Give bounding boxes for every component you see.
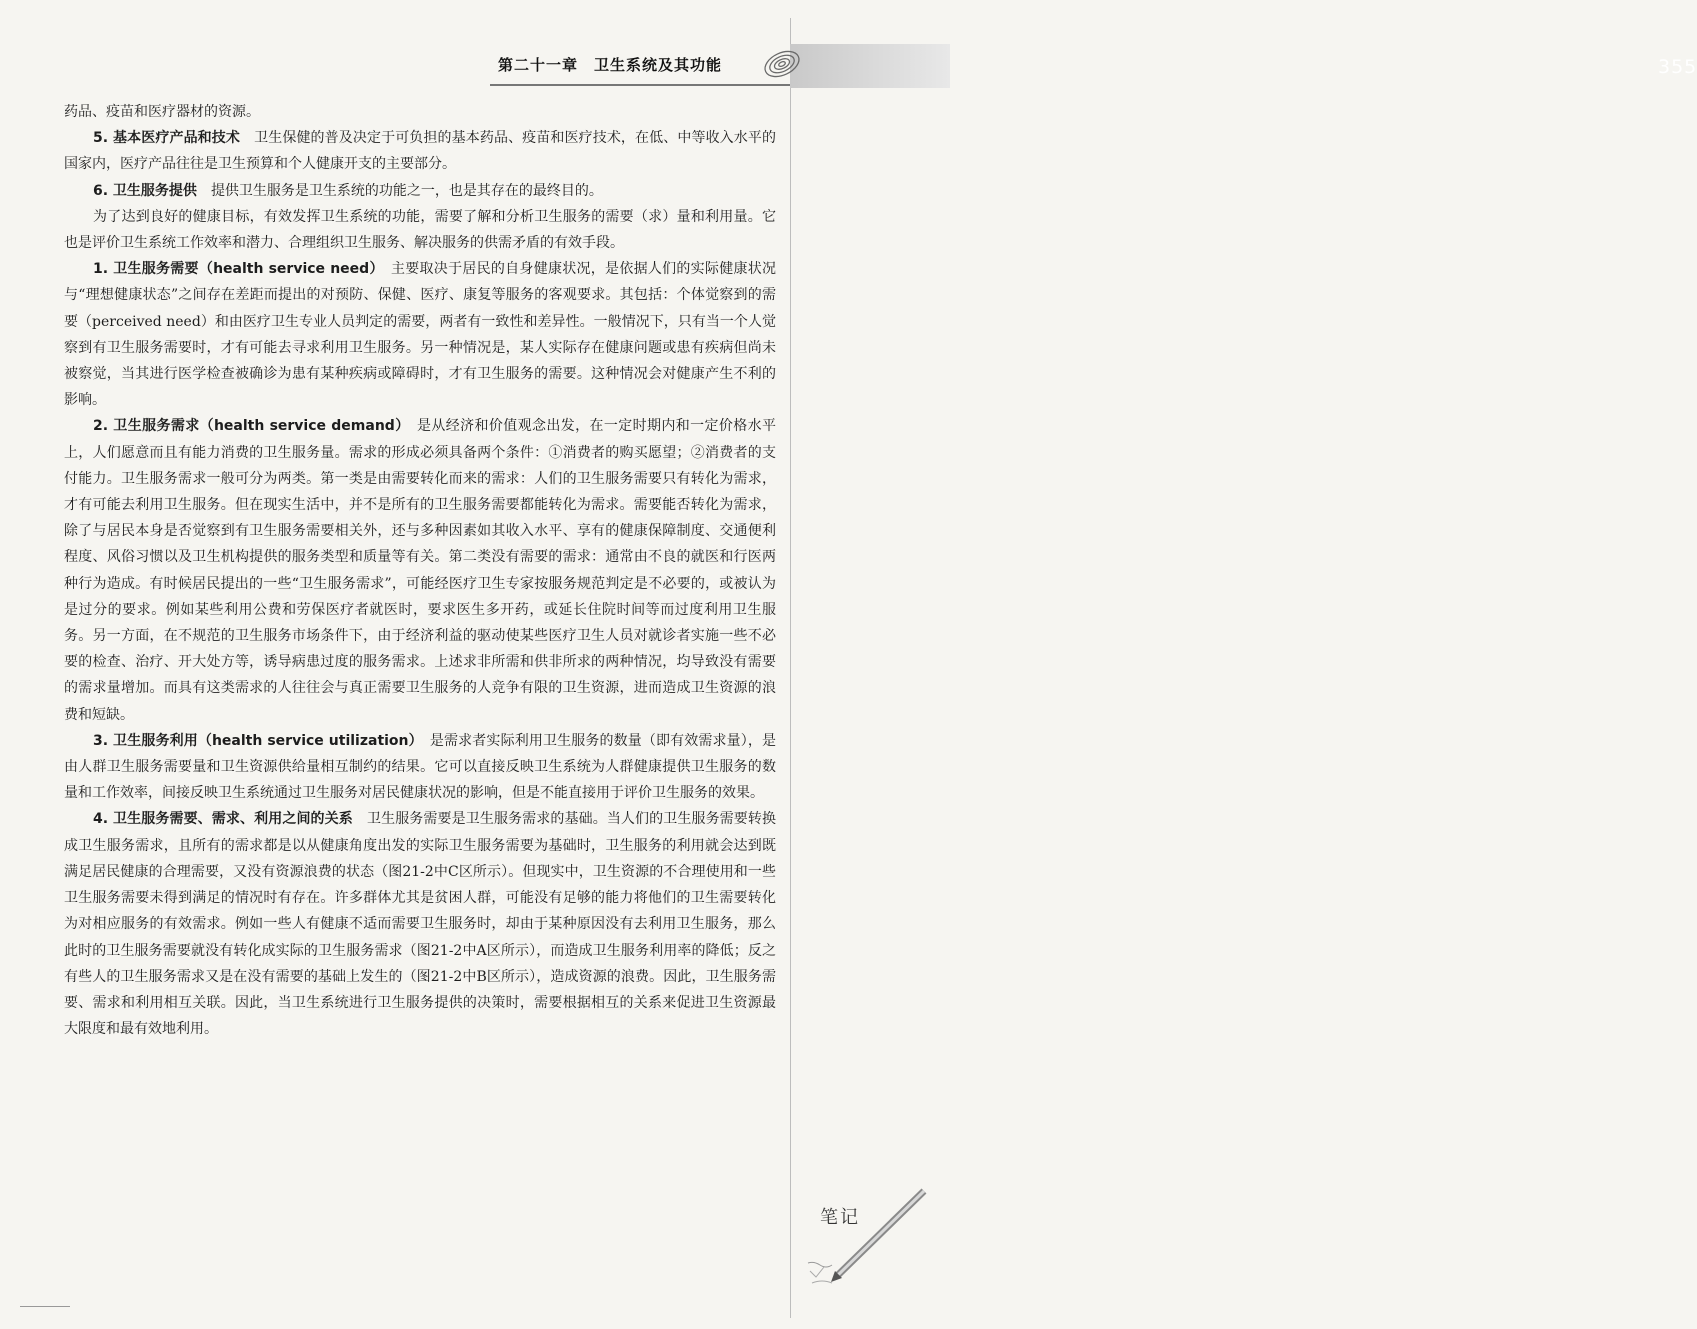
paragraph-text: 卫生保健的普及决定于可负担的基本药品、疫苗和医疗技术，在低、中等收入水平的国家内，医疗产品往往是卫生预算和个人健康开支的主要部分。 — [64, 130, 777, 173]
pencil-icon — [798, 1185, 938, 1295]
paragraph-continuation — [64, 99, 776, 125]
paragraph-service-demand — [64, 413, 776, 727]
section-heading: 5. 基本医疗产品和技术 — [93, 130, 241, 147]
paragraph-text: 为了达到良好的健康目标，有效发挥卫生系统的功能，需要了解和分析卫生服务的需要（求）量和利用量。它也是评价卫生系统工作效率和潜力、合理组织卫生服务、解决服务的供需矛盾的有效手段。 — [64, 208, 776, 252]
section-heading: 6. 卫生服务提供 — [93, 182, 197, 199]
paragraph-text: 是从经济和价值观念出发，在一定时期内和一定价格水平上，人们愿意而且有能力消费的卫生服务量。需求的形成必须具备两个条件：①消费者的购买愿望；②消费者的支付能力。卫生服务需求一般可分为两类。第一类是由需要转化而来的需求：人们的卫生服务需要只有转化为需求，才有可能去利用卫生服务。但在现实生活中，并不是所有的卫生服务需要都能转化为需求。需要能否转化为需求，除了与居民本身是否觉察到有卫生服务需要相关外，还与多种因素如其收入水平、享有的健康保障制度、交通便利程度、风俗习惯以及卫生机构提供的服务类型和质量等有关。第二类没有需要的需求：通常由不良的就医和行医两种行为造成。有时候居民提出的一些“卫生服务需求”，可能经医疗卫生专家按服务规范判定是不必要的，或被认为是过分的要求。例如某些利用公费和劳保医疗者就医时，要求医生多开药，或延长住院时间等而过度利用卫生服务。另一方面，在不规范的卫生服务市场条件下，由于经济利益的驱动使某些医疗卫生人员对就诊者实施一些不必要的检查、治疗、开大处方等，诱导病患过度的服务需求。上述求非所需和供非所求的两种情况，均导致没有需要的需求量增加。而具有这类需求的人往往会与真正需要卫生服务的人竞争有限的卫生资源，进而造成卫生资源的浪费和短缺。 — [64, 418, 777, 723]
paragraph-relationship — [64, 806, 776, 1042]
paragraph-text: 主要取决于居民的自身健康状况，是依据人们的实际健康状况与“理想健康状态”之间存在差距而提出的对预防、保健、医疗、康复等服务的客观要求。其包括：个体觉察到的需要（perceived need）和由医疗卫生专业人员判定的需要，两者有一致性和差异性。一般情况下，只有当一个人觉察到有卫生服务需要时，才有可能去寻求利用卫生服务。另一种情况是，某人实际存在健康问题或患有疾病但尚未被察觉，当其进行医学检查被确诊为患有某种疾病或障碍时，才有卫生服务的需要。这种情况会对健康产生不利的影响。 — [64, 261, 777, 409]
section-heading: 3. 卫生服务利用（health service utilization） — [93, 732, 416, 749]
margin-rule — [790, 18, 791, 1318]
paragraph-medical-products — [64, 125, 776, 177]
notes-label: 笔记 — [820, 1207, 860, 1228]
chapter-title: 第二十一章 卫生系统及其功能 — [498, 56, 723, 74]
paragraph-service-delivery — [64, 178, 776, 204]
section-heading: 2. 卫生服务需求（health service demand） — [93, 418, 403, 435]
paragraph-text: 卫生服务需要是卫生服务需求的基础。当人们的卫生服务需要转换成卫生服务需求，且所有的需求都是以从健康角度出发的实际卫生服务需要为基础时，卫生服务的利用就会达到既满足居民健康的合理需要，又没有资源浪费的状态（图21-2中C区所示）。但现实中，卫生资源的不合理使用和一些卫生服务需要未得到满足的情况时有存在。许多群体尤其是贫困人群，可能没有足够的能力将他们的卫生需要转化为对相应服务的有效需求。例如一些人有健康不适而需要卫生服务时，却由于某种原因没有去利用卫生服务，那么此时的卫生服务需要就没有转化成实际的卫生服务需求（图21-2中A区所示），而造成卫生服务利用率的降低；反之有些人的卫生服务需求又是在没有需要的基础上发生的（图21-2中B区所示），造成资源的浪费。因此，卫生服务需要、需求和利用相互关联。因此，当卫生系统进行卫生服务提供的决策时，需要根据相互的关系来促进卫生资源最大限度和最有效地利用。 — [64, 811, 776, 1038]
footer-rule — [20, 1306, 70, 1307]
paragraph-text: 药品、疫苗和医疗器材的资源。 — [64, 104, 260, 120]
paragraph-service-utilization — [64, 728, 776, 807]
section-heading: 4. 卫生服务需要、需求、利用之间的关系 — [93, 811, 353, 828]
section-heading: 1. 卫生服务需要（health service need） — [93, 261, 377, 278]
paragraph-service-need — [64, 256, 776, 413]
notes-margin — [798, 1185, 938, 1295]
page-number-tab — [790, 44, 1697, 88]
paragraph-text: 提供卫生服务是卫生系统的功能之一，也是其存在的最终目的。 — [210, 182, 603, 199]
paragraph-intro — [64, 204, 776, 256]
header-rule — [490, 84, 790, 86]
body-text — [64, 99, 776, 1042]
page-header — [0, 40, 1697, 92]
swirl-icon — [756, 42, 804, 86]
paragraph-text: 是需求者实际利用卫生服务的数量（即有效需求量），是由人群卫生服务需要量和卫生资源供给量相互制约的结果。它可以直接反映卫生系统为人群健康提供卫生服务的数量和工作效率，间接反映卫生系统通过卫生服务对居民健康状况的影响，但是不能直接用于评价卫生服务的效果。 — [64, 732, 777, 802]
page-number: 355 — [1658, 56, 1697, 78]
